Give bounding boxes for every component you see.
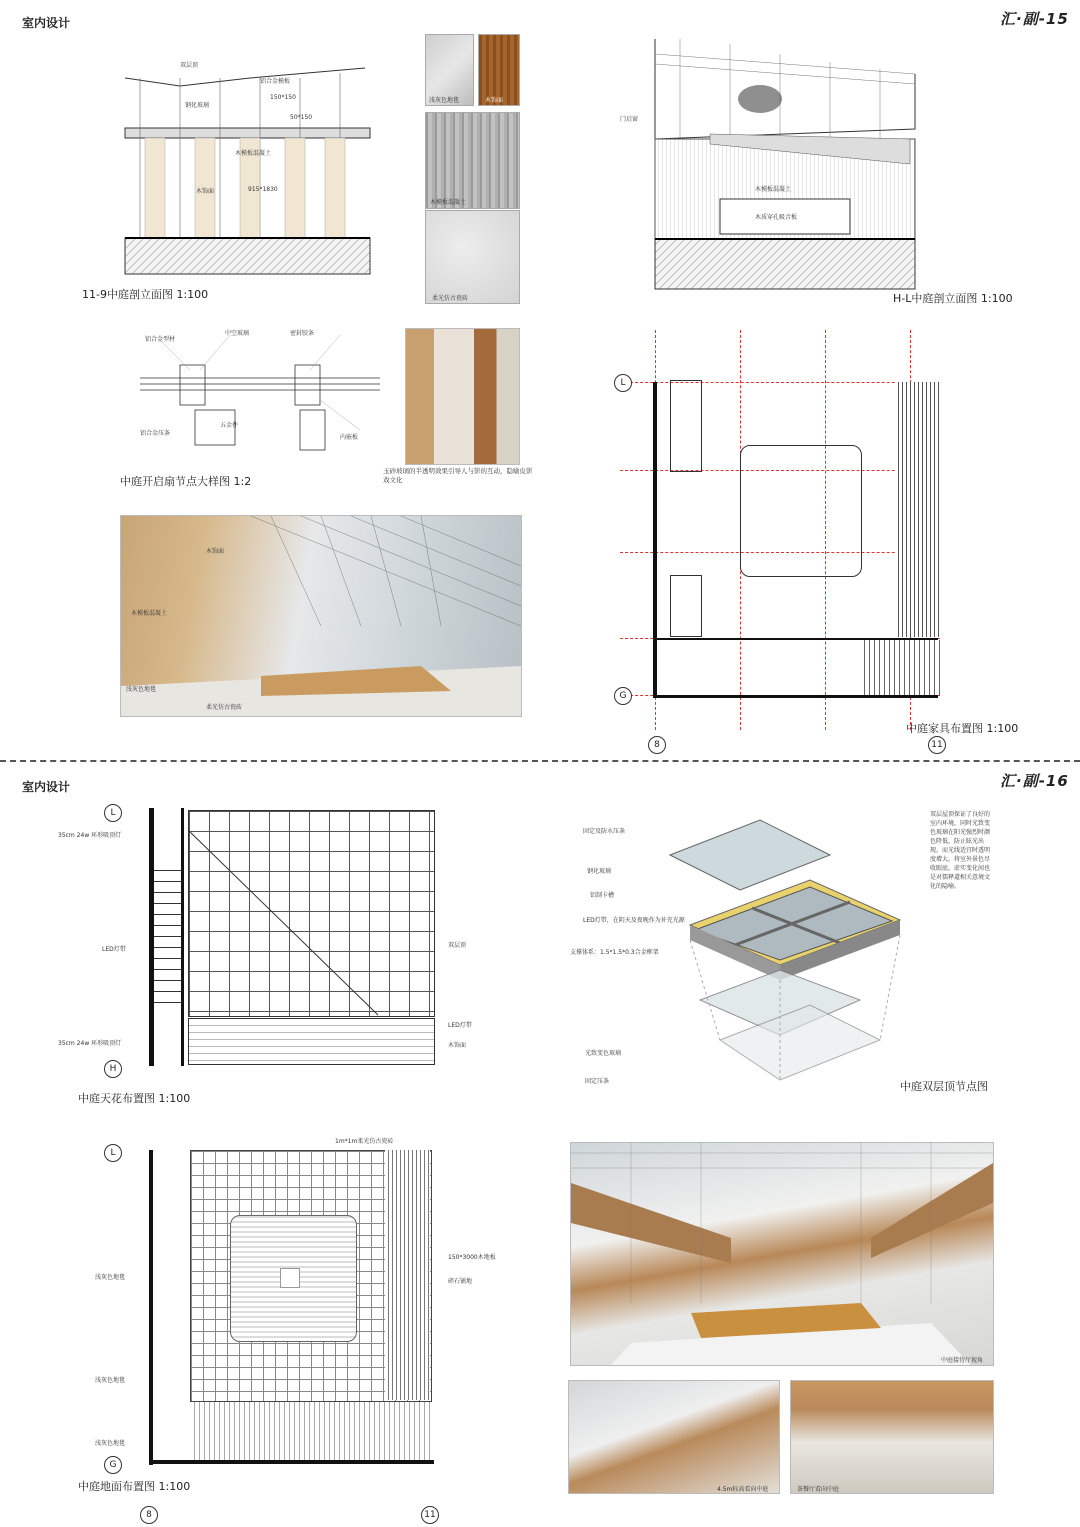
detail-label-0: 铝合金型材: [145, 336, 176, 343]
detail-label-1: 中空玻璃: [225, 330, 250, 337]
floor-axis-g: G: [104, 1456, 122, 1474]
detail-label-2: 密封胶条: [290, 330, 315, 337]
ceiling-label-left-2: 35cm 24w 环形吸顶灯: [58, 1040, 122, 1047]
node-label-6: 固定压条: [585, 1078, 610, 1085]
floor-axis-l: L: [104, 1144, 122, 1162]
render-mezzanine: [568, 1380, 780, 1494]
elevation-h-l: [620, 34, 920, 294]
ceiling-label-right-0: 双层顶: [448, 942, 467, 949]
elev1-label-2: 钢化玻璃: [185, 102, 210, 109]
render-big-label-1: 木模板混凝土: [131, 610, 168, 617]
node-label-5: 光致变色玻璃: [585, 1050, 622, 1057]
sheet-divider: [0, 760, 1080, 762]
detail-label-4: 铝合金压条: [140, 430, 171, 437]
elev2-label-1: 木模板混凝土: [755, 186, 792, 193]
elev1-label-7: 915*1830: [248, 186, 278, 193]
sheet-number-bottom: 汇·副-16: [1000, 772, 1069, 790]
render-mezzanine-caption: 4.5m标高看向中庭: [717, 1486, 769, 1493]
node-label-0: 固定及防水压条: [583, 828, 626, 835]
axis-tag-8: 8: [648, 736, 666, 754]
ceiling-axis-h: H: [104, 1060, 122, 1078]
axis-tag-g: G: [614, 687, 632, 705]
window-detail-caption: 中庭开启扇节点大样图 1:2: [120, 475, 252, 488]
render-reception-drawing: [571, 1143, 993, 1365]
sheet-tag-top: 室内设计: [22, 16, 71, 30]
render-big-drawing: [121, 516, 521, 716]
floor-stair: [385, 1150, 430, 1400]
ceiling-stair-strip: [154, 860, 181, 1010]
elev1-label-6: 木饰面: [196, 188, 215, 195]
swatch-concrete: [425, 112, 520, 209]
floor-label-left-0: 浅灰色地毯: [95, 1274, 126, 1281]
elev1-label-0: 双层顶: [180, 62, 199, 69]
axis-tag-11: 11: [928, 736, 946, 754]
swatch-label: 木饰面: [485, 97, 504, 104]
ceiling-label-right-2: 木饰面: [448, 1042, 467, 1049]
floor-plan: [145, 1140, 435, 1470]
plan-stairs: [860, 640, 940, 695]
ceiling-plan: [145, 800, 435, 1070]
ceiling-label-left-0: 35cm 24w 环形吸顶灯: [58, 832, 122, 839]
floor-label-right-1: 碎石铺地: [448, 1278, 473, 1285]
elevation-h-l-caption: H-L中庭剖立面图 1:100: [893, 292, 1013, 305]
elev1-label-4: 50*150: [290, 114, 313, 121]
elevation-11-9: [120, 38, 375, 278]
furniture-plan: [610, 330, 940, 730]
swatch-tile: [425, 210, 520, 304]
swatch-grey-carpet: [425, 34, 474, 106]
swatch-label: 木模板混凝土: [430, 199, 467, 206]
ceiling-diagonal: [188, 810, 433, 1015]
detail-label-5: 内嵌板: [340, 434, 359, 441]
elev1-label-3: 150*150: [270, 94, 296, 101]
detail-label-3: 五金件: [220, 422, 239, 429]
ceiling-axis-l: L: [104, 804, 122, 822]
elevation-11-9-drawing: [120, 38, 375, 278]
floor-gravel: [280, 1268, 300, 1288]
swatch-wood: [478, 34, 520, 106]
ceiling-plan-caption: 中庭天花布置图 1:100: [78, 1092, 191, 1105]
node-description: 双层屋顶保证了良好的室内环境，同时光致变色玻璃在阳光强烈时颜色降低，防止眩光出现。而光线适宜时透明度增大。将室外景色尽收眼底。虚实变化间也是对儒释道相关意境文化的隐喻。: [930, 811, 991, 890]
node-label-3: LED灯带，在阴天及夜晚作为补充光源: [583, 917, 685, 924]
window-detail: [140, 320, 380, 470]
elevation-h-l-drawing: [650, 34, 920, 294]
floor-label-left-1: 浅灰色地毯: [95, 1377, 126, 1384]
ceiling-label-right-1: LED灯带: [448, 1022, 472, 1029]
floor-label-top-0: 1m*1m柔光仿古瓷砖: [335, 1138, 394, 1145]
render-reception-caption: 中庭接待厅视角: [941, 1357, 984, 1364]
render-small: [405, 328, 520, 465]
window-detail-drawing: [140, 320, 380, 470]
furniture-plan-caption: 中庭家具布置图 1:100: [906, 722, 1019, 735]
render-teahouse: [790, 1380, 994, 1494]
roof-node-drawing: [580, 800, 920, 1090]
node-label-1: 钢化玻璃: [587, 868, 612, 875]
floor-bottom-stair: [190, 1402, 430, 1460]
ceiling-wood-band: [188, 1018, 435, 1065]
node-label-4: 支撑体系：1.5*1.5*0.3合金框架: [570, 949, 659, 956]
render-small-note: 玉砂玻璃的半透明效果引导人与影的互动，隐喻皮影戏文化: [383, 467, 533, 484]
roof-node-caption: 中庭双层顶节点图: [900, 1080, 988, 1093]
sheet-number-top: 汇·副-15: [1000, 10, 1069, 28]
elev2-label-2: 木质穿孔吸音板: [755, 214, 798, 221]
elev1-label-5: 木模板混凝土: [235, 150, 272, 157]
ceiling-label-left-1: LED灯带: [102, 946, 126, 953]
axis-tag-l: L: [614, 374, 632, 392]
render-reception: [570, 1142, 994, 1366]
plan-seating-area: [740, 445, 862, 577]
floor-plan-caption: 中庭地面布置图 1:100: [78, 1480, 191, 1493]
render-big-label-0: 木饰面: [206, 548, 225, 555]
elevation-11-9-caption: 11-9中庭剖立面图 1:100: [82, 288, 209, 301]
floor-label-left-2: 浅灰色地毯: [95, 1440, 126, 1447]
floor-axis-8: 8: [140, 1506, 158, 1524]
floor-axis-11: 11: [421, 1506, 439, 1524]
plan-room-b: [670, 575, 702, 637]
swatch-label: 柔光仿古瓷砖: [432, 295, 469, 302]
elev2-label-0: 门启窗: [620, 116, 639, 123]
node-label-2: 铝制卡槽: [590, 892, 615, 899]
elev1-label-1: 铝合金模板: [260, 78, 291, 85]
render-big: [120, 515, 522, 717]
floor-label-right-0: 150*3000木地板: [448, 1254, 496, 1261]
sheet-tag-bottom: 室内设计: [22, 780, 71, 794]
swatch-label: 浅灰色地毯: [429, 97, 460, 104]
plan-room-a: [670, 380, 702, 472]
render-big-label-3: 柔光仿古瓷砖: [206, 704, 243, 711]
render-teahouse-caption: 茶餐厅看向中庭: [797, 1486, 840, 1493]
render-big-label-2: 浅灰色地毯: [126, 686, 157, 693]
roof-node-diagram: [580, 800, 920, 1090]
wood-stair: [895, 382, 940, 637]
